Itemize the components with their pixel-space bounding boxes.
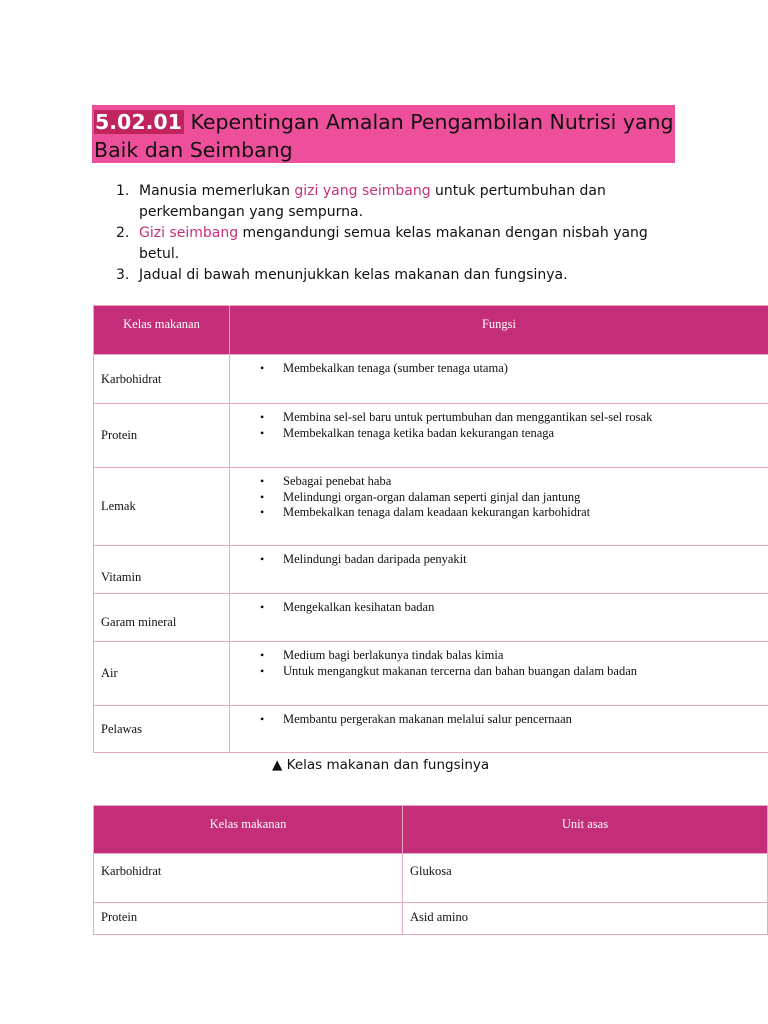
- highlight-term: Gizi seimbang: [139, 225, 239, 241]
- function-item: • Melindungi organ-organ dalaman seperti ginjal dan jantung: [282, 490, 768, 506]
- food-class-cell: Karbohidrat: [94, 854, 403, 903]
- column-header-fungsi: Fungsi: [230, 306, 768, 355]
- intro-item-number: 1.: [116, 183, 130, 199]
- intro-text: mengandungi semua kelas makanan dengan nisbah yang betul.: [139, 225, 648, 262]
- function-cell: [230, 404, 768, 468]
- function-item: • Membina sel-sel baru untuk pertumbuhan dan menggantikan sel-sel rosak: [282, 410, 768, 426]
- intro-text: Jadual di bawah menunjukkan kelas makanan dan fungsinya.: [139, 267, 568, 283]
- basic-unit-table: [93, 805, 768, 935]
- table-row: [94, 468, 768, 546]
- table-row: [94, 903, 768, 935]
- function-cell: [230, 642, 768, 706]
- table-row: [94, 642, 768, 706]
- intro-text: Manusia memerlukan: [139, 183, 295, 199]
- food-class-cell: Vitamin: [94, 546, 230, 594]
- function-list: [230, 410, 768, 441]
- function-item: • Melindungi badan daripada penyakit: [282, 552, 768, 568]
- function-cell: [230, 355, 768, 404]
- food-class-cell: Protein: [94, 903, 403, 935]
- intro-list: [92, 181, 652, 286]
- basic-unit-cell: Glukosa: [403, 854, 768, 903]
- function-item: • Membantu pergerakan makanan melalui salur pencernaan: [282, 712, 768, 728]
- function-list: [230, 552, 768, 568]
- table-row: [94, 854, 768, 903]
- function-list: [230, 712, 768, 728]
- food-class-cell: Karbohidrat: [94, 355, 230, 404]
- function-list: [230, 361, 768, 377]
- column-header-kelas-makanan: Kelas makanan: [94, 806, 403, 854]
- table-row: [94, 404, 768, 468]
- function-item: • Mengekalkan kesihatan badan: [282, 600, 768, 616]
- intro-item: [92, 265, 652, 286]
- section-title: Kepentingan Amalan Pengambilan Nutrisi yang Baik dan Seimbang: [94, 110, 674, 162]
- column-header-kelas-makanan: Kelas makanan: [94, 306, 230, 355]
- food-class-cell: Garam mineral: [94, 594, 230, 642]
- table-row: [94, 546, 768, 594]
- intro-item-number: 2.: [116, 225, 130, 241]
- function-item: • Membekalkan tenaga ketika badan kekurangan tenaga: [282, 426, 768, 442]
- intro-item-number: 3.: [116, 267, 130, 283]
- basic-unit-cell: Asid amino: [403, 903, 768, 935]
- table-row: [94, 355, 768, 404]
- function-item: • Untuk mengangkut makanan tercerna dan bahan buangan dalam badan: [282, 664, 768, 680]
- function-item: • Medium bagi berlakunya tindak balas kimia: [282, 648, 768, 664]
- column-header-unit-asas: Unit asas: [403, 806, 768, 854]
- function-list: [230, 600, 768, 616]
- function-cell: [230, 468, 768, 546]
- function-cell: [230, 546, 768, 594]
- food-class-cell: Protein: [94, 404, 230, 468]
- function-item: • Membekalkan tenaga (sumber tenaga utama): [282, 361, 768, 377]
- food-class-cell: Pelawas: [94, 706, 230, 753]
- highlight-term: gizi yang seimbang: [294, 183, 431, 199]
- function-item: • Sebagai penebat haba: [282, 474, 768, 490]
- intro-item: [92, 223, 652, 265]
- table-row: [94, 594, 768, 642]
- food-class-cell: Air: [94, 642, 230, 706]
- food-class-functions-table: [93, 305, 768, 753]
- function-cell: [230, 706, 768, 753]
- section-code: 5.02.01: [95, 110, 182, 134]
- function-list: [230, 474, 768, 521]
- function-cell: [230, 594, 768, 642]
- intro-item: [92, 181, 652, 223]
- table-caption: ▲ Kelas makanan dan fungsinya: [272, 757, 490, 773]
- function-list: [230, 648, 768, 679]
- table-row: [94, 706, 768, 753]
- function-item: • Membekalkan tenaga dalam keadaan kekurangan karbohidrat: [282, 505, 768, 521]
- food-class-cell: Lemak: [94, 468, 230, 546]
- intro-text: untuk pertumbuhan dan perkembangan yang sempurna.: [139, 183, 606, 220]
- section-heading: [92, 105, 675, 163]
